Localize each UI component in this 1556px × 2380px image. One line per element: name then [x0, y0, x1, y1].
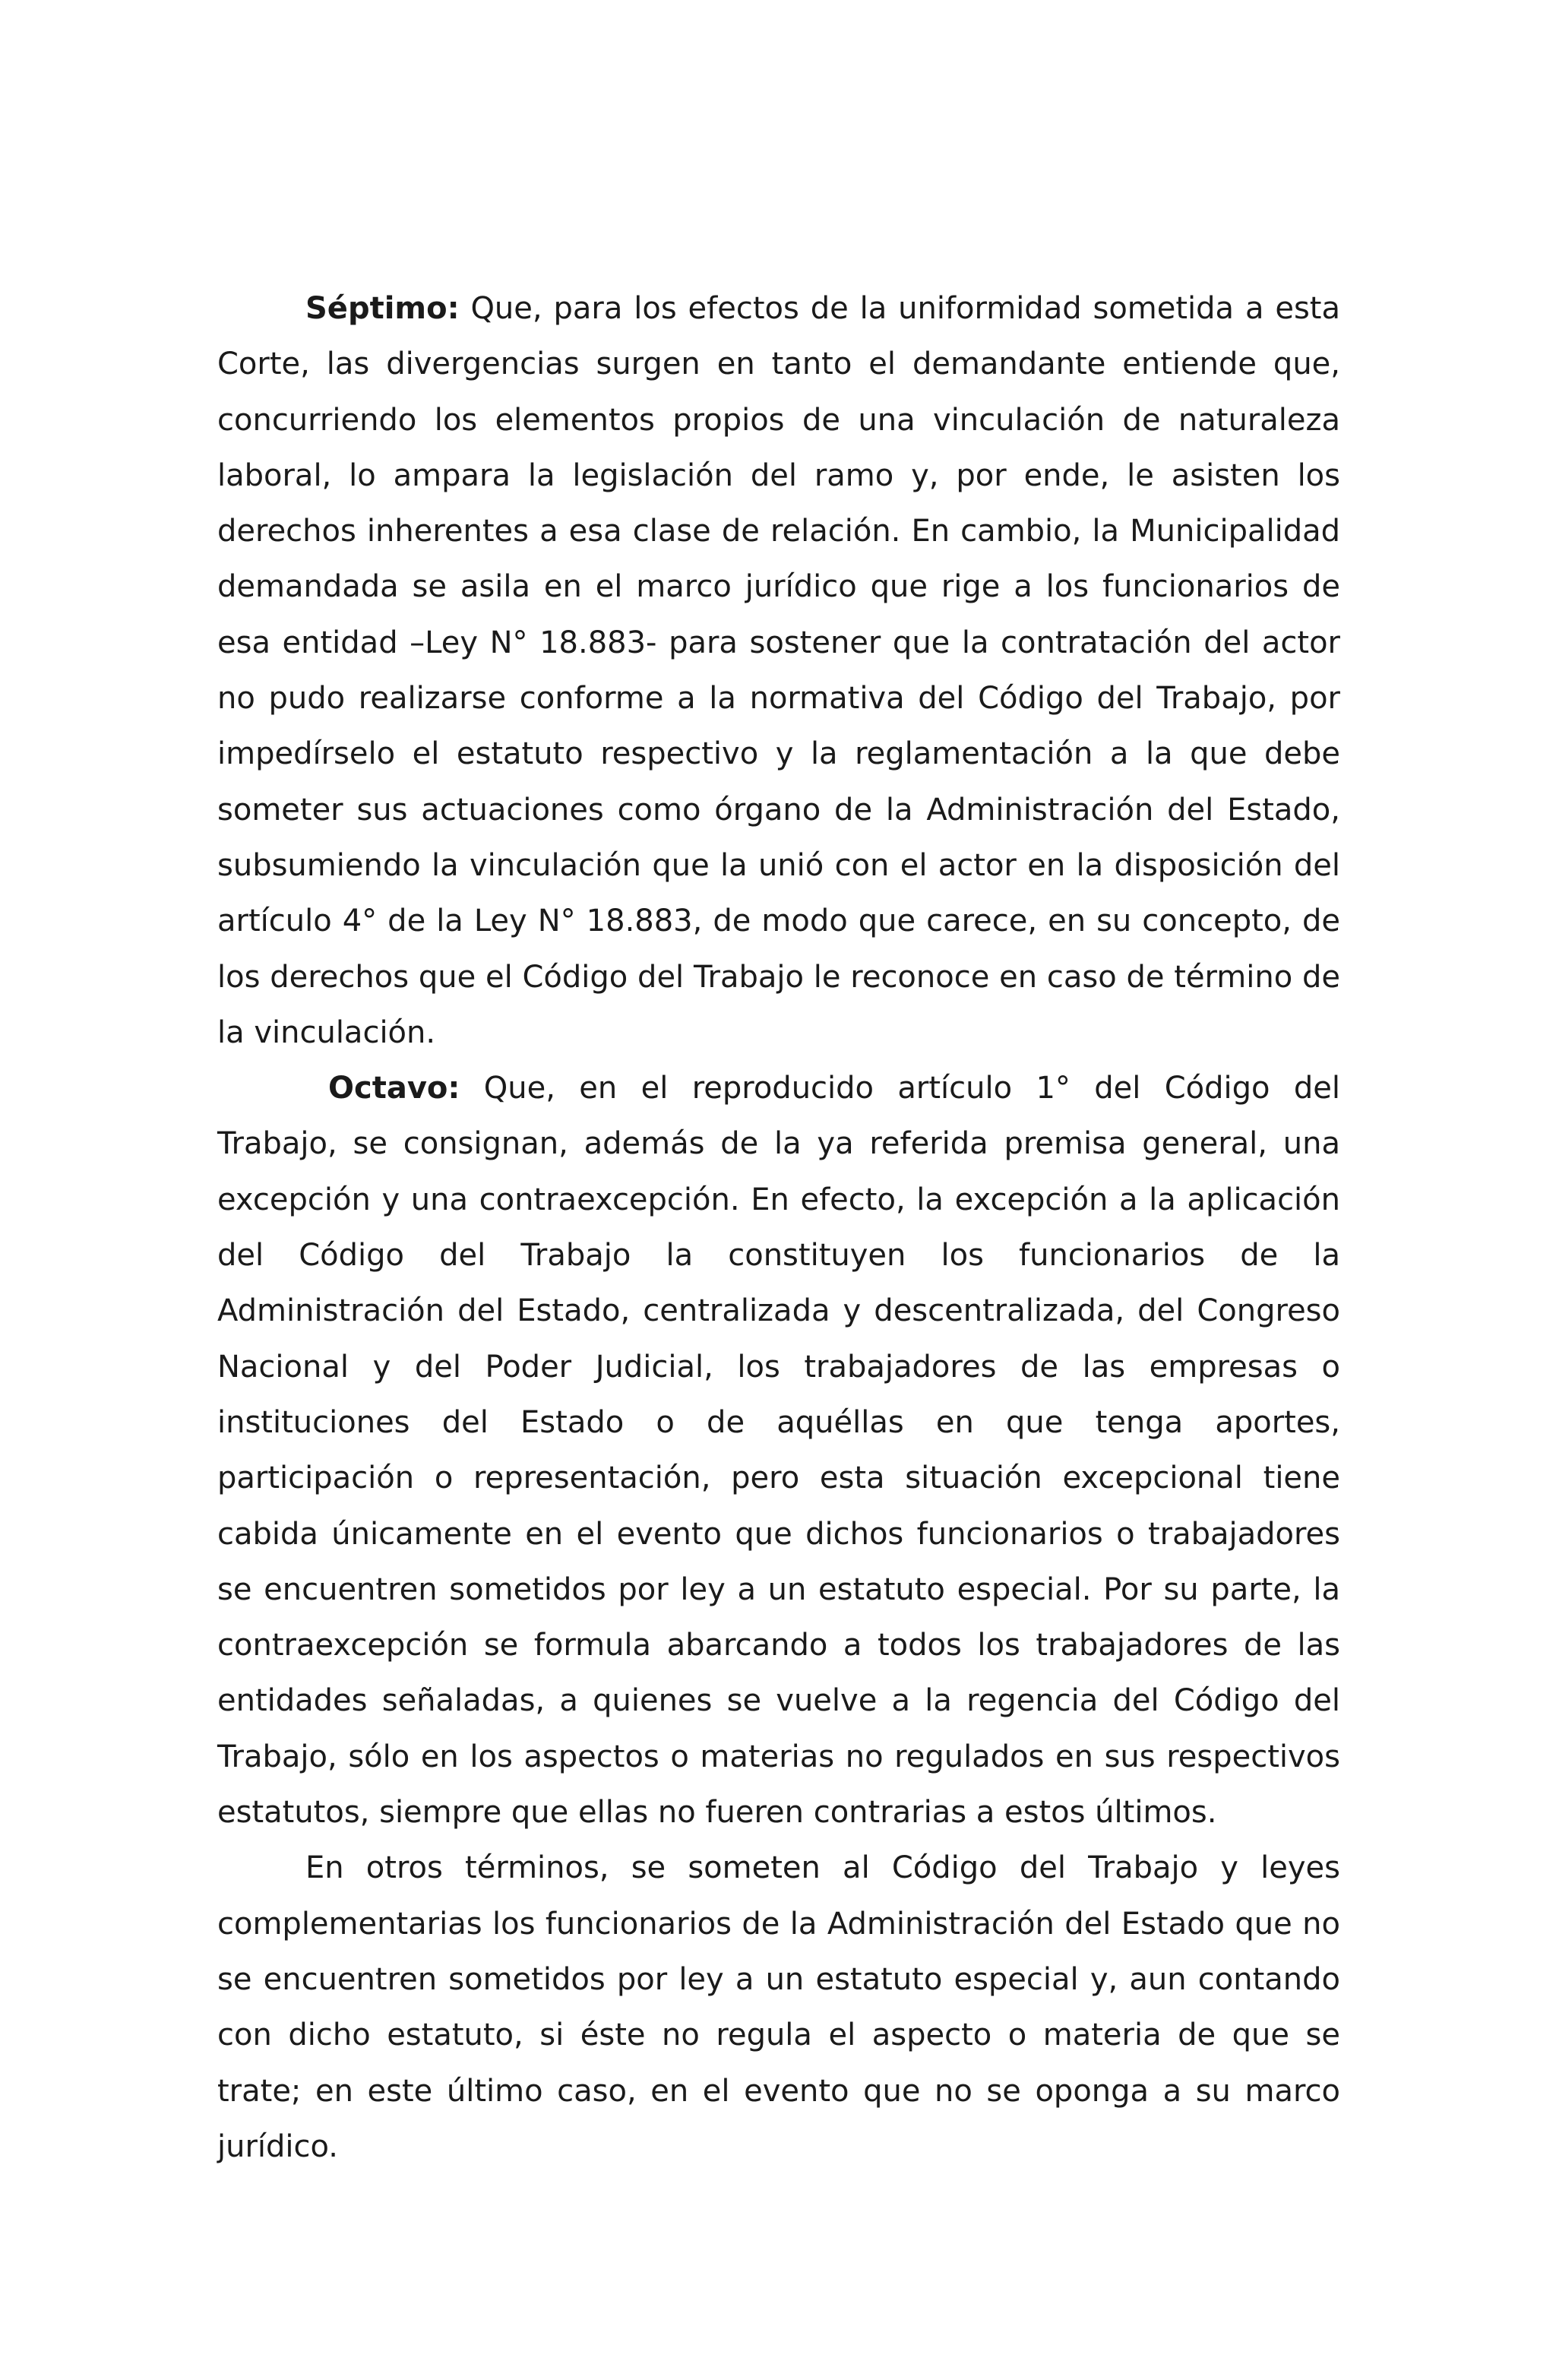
paragraph-en-otros-terminos	[217, 1840, 1340, 2175]
paragraph-body-en-otros-terminos: En otros términos, se someten al Código del Trabajo y leyes complementarias los funcionarios de la Administración del Estado que no se encuentren sometidos por ley a un estatuto especial y, aun contando con dicho estatuto, si éste no regula el aspecto o materia de que se trate; en este último caso, en el evento que no se oponga a su marco jurídico.	[217, 1850, 1340, 2164]
paragraph-body-octavo: Que, en el reproducido artículo 1° del Código del Trabajo, se consignan, además de la ya referida premisa general, una excepción y una contraexcepción. En efecto, la excepción a la aplicación del Código del Trabajo la constituyen los funcionarios de la Administración del Estado, centralizada y descentralizada, del Congreso Nacional y del Poder Judicial, los trabajadores de las empresas o instituciones del Estado o de aquéllas en que tenga aportes, participación o representación, pero esta situación excepcional tiene cabida únicamente en el evento que dichos funcionarios o trabajadores se encuentren sometidos por ley a un estatuto especial. Por su parte, la contraexcepción se formula abarcando a todos los trabajadores de las entidades señaladas, a quienes se vuelve a la regencia del Código del Trabajo, sólo en los aspectos o materias no regulados en sus respectivos estatutos, siempre que ellas no fueren contrarias a estos últimos.	[217, 1071, 1340, 1831]
paragraph-octavo	[217, 1061, 1340, 1840]
paragraph-body-septimo: Que, para los efectos de la uniformidad sometida a esta Corte, las divergencias surgen en tanto el demandante entiende que, concurriendo los elementos propios de una vinculación de naturaleza laboral, lo ampara la legislación del ramo y, por ende, le asisten los derechos inherentes a esa clase de relación. En cambio, la Municipalidad demandada se asila en el marco jurídico que rige a los funcionarios de esa entidad –Ley N° 18.883- para sostener que la contratación del actor no pudo realizarse conforme a la normativa del Código del Trabajo, por impedírselo el estatuto respectivo y la reglamentación a la que debe someter sus actuaciones como órgano de la Administración del Estado, subsumiendo la vinculación que la unió con el actor en la disposición del artículo 4° de la Ley N° 18.883, de modo que carece, en su concepto, de los derechos que el Código del Trabajo le reconoce en caso de término de la vinculación.	[217, 291, 1340, 1050]
paragraph-heading-septimo: Séptimo:	[305, 291, 460, 326]
document-page	[217, 281, 1340, 2175]
paragraph-heading-octavo: Octavo:	[328, 1071, 460, 1106]
paragraph-septimo	[217, 281, 1340, 1061]
